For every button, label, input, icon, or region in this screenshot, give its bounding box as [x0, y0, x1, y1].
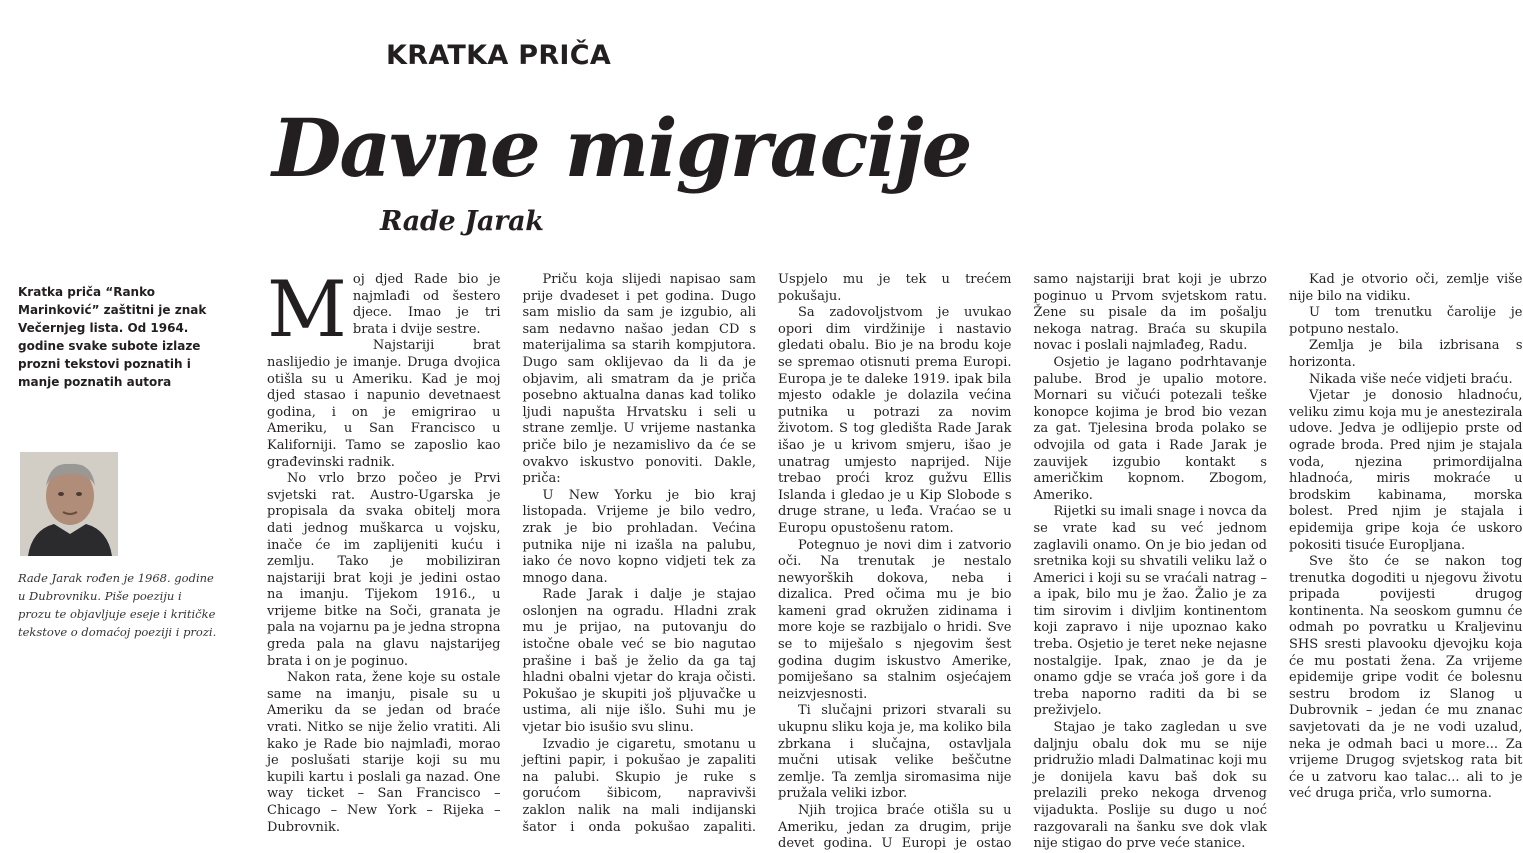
paragraph: Vjetar je donosio hladnoću, veliku zimu koja mu je anestezirala udove. Jedva je odlijepio prste od ograde broda. Pred njim je stajala voda, njezina primordijalna hladnoća, miris mokraće u brodskim kabinama, morska bolest. Pred njim je stajala i epidemija gripe koja će uskoro pokositi tisuće Europljana.	[1289, 388, 1523, 553]
paragraph: No vrlo brzo počeo je Prvi svjetski rat. Austro-Ugarska je propisala da svaka obitelj mora dati jednog muškarca u vojsku, inače će im zaplijeniti kuću i zemlju. Tako je mobiliziran najstariji brat koji je jedini ostao na imanju. Tijekom 1916., u vrijeme bitke na Soči, granata je pala na vojarnu pa je jedna stropna greda pala na glavu najstarijeg brata i on je poginuo.	[267, 471, 501, 669]
paragraph: Nikada više neće vidjeti braću.	[1309, 371, 1513, 387]
paragraph: U New Yorku je bio kraj listopada. Vrijeme je bilo vedro, zrak je bio prohladan. Većina putnika nije ni izašla na palubu, iako će novo kopno vidjeti tek za mnogo dana.	[522, 487, 756, 586]
section-kicker: KRATKA PRIČA	[386, 40, 612, 71]
paragraph: Najstariji brat naslijedio je imanje. Druga dvojica otišla su u Ameriku. Kad je moj djed stasao i napunio devetnaest godina, i on je emigrirao u Ameriku, u San Francisco u Kaliforniji. Tamo se zaposlio kao građevinski radnik.	[267, 338, 501, 470]
paragraph: Nakon rata, žene koje su ostale same na imanju, pisale su u Ameriku da se jedan od braće vrati. Nitko se nije želio vratiti. Ali kako je Rade bio najmlađi, morao je poslušati starije koji su mu kupili kartu i poslali ga nazad. One way ticket – San Francisco – Chicago – New York – Rijeka – Dubrovnik.	[267, 670, 501, 835]
article-byline: Rade Jarak	[380, 206, 544, 237]
paragraph: Ti slučajni prizori stvarali su ukupnu sliku koja je, ma koliko bila zbrkana i slučajna, ostavljala mučni utisak velike beščutne zemlje. Ta zemlja siromasima nije pružala veliki izbor.	[778, 703, 1012, 802]
paragraph: Moj djed Rade bio je najmlađi od šestero djece. Imao je tri brata i dvije sestre.	[267, 265, 501, 355]
paragraph: Njih trojica braće otišla su u Ameriku, jedan za drugim, prije devet godina. U Europi je ostao samo najstariji brat koji je ubrzo poginuo u Prvom svjetskom ratu. Žene su pisale da im pošalju nekoga natrag. Braća su skupila novac i poslali najmlađeg, Radu.	[778, 272, 1267, 852]
author-photo	[20, 452, 118, 556]
paragraph: Sa zadovoljstvom je uvukao opori dim virdžinije i nastavio gledati obalu. Bio je na brodu koje se spremao otisnuti prema Europi. Europa je te daleke 1919. ipak bila mjesto odakle je dolazila većina putnika u potrazi za novim životom. S tog gledišta Rade Jarak išao je u krivom smjeru, išao je unatrag umjesto naprijed. Nije trebao proći kroz gužvu Ellis Islanda i gledao je u Kip Slobode s druge strane, u leđa. Vraćao se u Europu opustošenu ratom.	[778, 305, 1012, 536]
drop-cap: M	[267, 265, 347, 355]
paragraph: Rade Jarak i dalje je stajao oslonjen na ogradu. Hladni zrak mu je prijao, na putovanju do istočne obale već se bio nagutao prašine i baš je želio da ga taj hladni obalni vjetar do kraja očisti. Pokušao je skupiti još pljuvačke u ustima, ali nije išlo. Suhi mu je vjetar bio isušio svu slinu.	[522, 587, 756, 736]
paragraph: Kad je otvorio oči, zemlje više nije bilo na vidiku.	[1289, 272, 1523, 304]
paragraph: Izvadio je cigaretu, smotanu u jeftini papir, i pokušao je zapaliti na palubi. Skupio je ruke s gorućom šibicom, napravivši zaklon nalik na mali indijanski šator i onda pokušao zapaliti. Uspjelo mu je tek u trećem pokušaju.	[522, 272, 1012, 835]
paragraph: Zemlja je bila izbrisana s horizonta.	[1289, 338, 1523, 370]
paragraph: Priču koja slijedi napisao sam prije dvadeset i pet godina. Dugo sam mislio da sam je izgubio, ali sam nedavno našao jedan CD s materijalima sa starih kompjutora. Dugo sam oklijevao da li da je objavim, ali smatram da je priča posebno aktualna danas kad toliko ljudi napušta Hrvatsku i seli u strane zemlje. U vrijeme nastanka priče bilo je nezamislivo da će se ovakvo iskustvo ponoviti. Dakle, priča:	[522, 272, 756, 487]
paragraph: Rijetki su imali snage i novca da se vrate kad su već jednom zaglavili onamo. On je bio jedan od sretnika koji su shvatili veliku laž o Americi i koji su se vraćali natrag – a ipak, bilo mu je žao. Žalio je za tim sirovim i divljim kontinentom koji zapravo i nije upoznao kako treba. Osjetio je teret neke nejasne nostalgije. Ipak, znao je da je onamo gdje se vraća još gore i da treba naporno raditi da bi se preživjelo.	[1033, 504, 1267, 719]
photo-caption: Rade Jarak rođen je 1968. godine u Dubrovniku. Piše poeziju i prozu te objavljuje eseje i kritičke tekstove o domaćoj poeziji i prozi.	[18, 571, 217, 639]
paragraph: Potegnuo je novi dim i zatvorio oči. Na trenutak je nestalo newyorških dokova, neba i dizalica. Pred očima mu je bio kameni grad okružen zidinama i more koje se razbijalo o hridi. Sve se to miješalo s njegovim šest godina dugim iskustvo Amerike, pomiješano sa stalnim osjećajem neizvjesnosti.	[778, 537, 1012, 702]
paragraph: Sve što će se nakon tog trenutka dogoditi u njegovu životu pripada povijesti drugog kontinenta. Na seoskom gumnu će odmah po povratku u Kraljevinu SHS sresti plavooku djevojku koja će mu postati žena. Za vrijeme epidemije gripe vodit će bolesnu sestru brodom iz Slanog u Dubrovnik – jedan će mu znanac savjetovati da je ne vodi uzalud, neka je odmah baci u more... Za vrijeme Drugog svjetskog rata bit će u zatvoru kao talac... ali to je već druga priča, vrlo sumorna.	[1289, 554, 1523, 802]
paragraph: U tom trenutku čarolije je potpuno nestalo.	[1289, 305, 1523, 337]
paragraph: Osjetio je lagano podrhtavanje palube. Brod je upalio motore. Mornari su vičući potezali teške konopce kojima je brod bio vezan za gat. Tjelesina broda polako se odvojila od gata i Rade Jarak je zauvijek izgubio kontakt s američkim kopnom. Zbogom, Ameriko.	[1033, 354, 1267, 503]
article-headline: Davne migracije	[272, 101, 971, 195]
paragraph: Stajao je tako zagledan u sve daljnju obalu dok mu se nije pridružio mladi Dalmatinac koji mu je donijela kavu baš dok su prelazili preko nekoga drvenog vijadukta. Poslije su dugo u noć razgovarali na šanku sve dok vlak nije stigao do prve veće stanice.	[1033, 720, 1267, 852]
series-note: Kratka priča “Ranko Marinković” zaštitni je znak Večernjeg lista. Od 1964. godine svake subote izlaze prozni tekstovi poznatih i manje poznatih autora	[18, 285, 207, 389]
article-body	[267, 265, 1523, 853]
